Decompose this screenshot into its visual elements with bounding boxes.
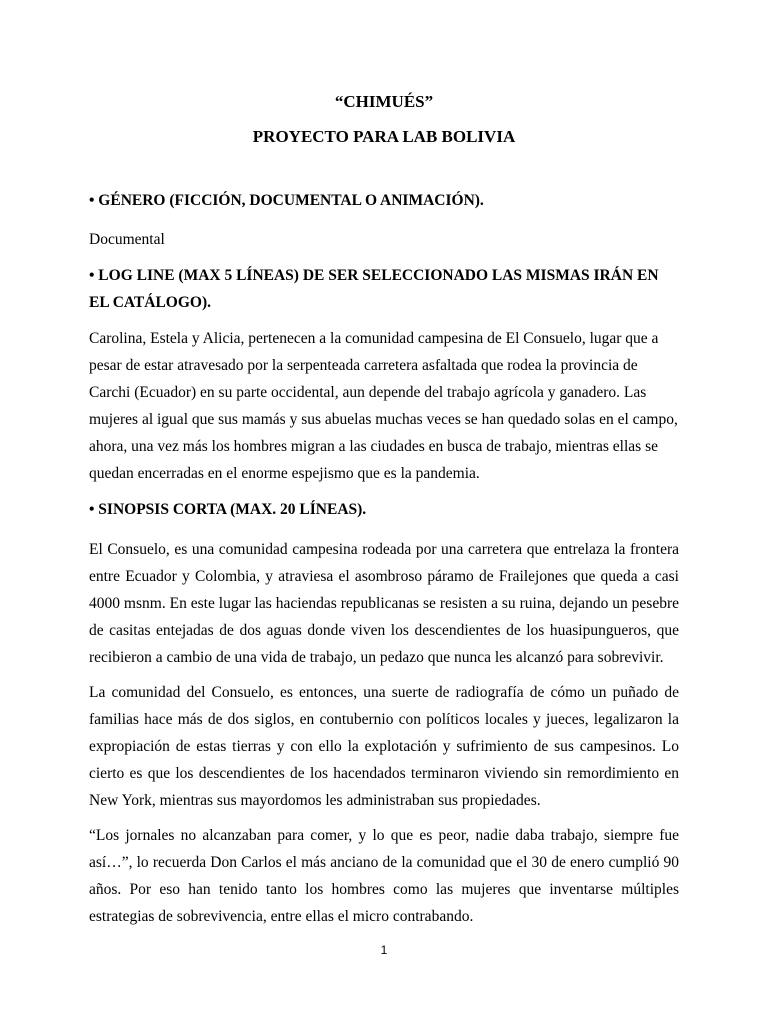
synopsis-paragraph-2: La comunidad del Consuelo, es entonces, una suerte de radiografía de cómo un puñado de familias hace más de dos siglos, en contubernio con políticos locales y jueces, legalizaron la expropiación de estas tierras y con ello la explotación y sufrimiento de sus campesinos. Lo cierto es que los descendientes de los hacendados terminaron viviendo sin remordimiento en New York, mientras sus mayordomos les administraban sus propiedades.: [89, 684, 679, 809]
synopsis-paragraph-3: “Los jornales no alcanzaban para comer, y lo que es peor, nadie daba trabajo, siempre fue así…”, lo recuerda Don Carlos el más anciano de la comunidad que el 30 de enero cumplió 90 años. Por eso han tenido tanto los hombres como las mujeres que inventarse múltiples estrategias de sobrevivencia, entre ellas el micro contrabando.: [89, 827, 679, 925]
section-heading-logline: • LOG LINE (MAX 5 LÍNEAS) DE SER SELECCIONADO LAS MISMAS IRÁN EN EL CATÁLOGO).: [89, 267, 659, 311]
document-title: “CHIMUÉS”: [334, 92, 434, 111]
genre-value: Documental: [89, 231, 165, 248]
section-heading-genre: • GÉNERO (FICCIÓN, DOCUMENTAL O ANIMACIÓN).: [89, 192, 484, 209]
page-number: 1: [380, 943, 388, 957]
logline-paragraph: Carolina, Estela y Alicia, pertenecen a la comunidad campesina de El Consuelo, lugar que a pesar de estar atravesado por la serpenteada carretera asfaltada que rodea la provincia de Carchi (Ecuador) en su parte occidental, aun depende del trabajo agrícola y ganadero. Las mujeres al igual que sus mamás y sus abuelas muchas veces se han quedado solas en el campo, ahora, una vez más los hombres migran a las ciudades en busca de trabajo, mientras ellas se quedan encerradas en el enorme espejismo que es la pandemia.: [89, 330, 678, 482]
section-heading-synopsis: • SINOPSIS CORTA (MAX. 20 LÍNEAS).: [89, 501, 367, 518]
document-subtitle: PROYECTO PARA LAB BOLIVIA: [252, 127, 516, 146]
synopsis-paragraph-1: El Consuelo, es una comunidad campesina rodeada por una carretera que entrelaza la frontera entre Ecuador y Colombia, y atraviesa el asombroso páramo de Frailejones que queda a casi 4000 msnm. En este lugar las haciendas republicanas se resisten a su ruina, dejando un pesebre de casitas entejadas de dos aguas donde viven los descendientes de los huasipungueros, que recibieron a cambio de una vida de trabajo, un pedazo que nunca les alcanzó para sobrevivir.: [89, 541, 679, 666]
